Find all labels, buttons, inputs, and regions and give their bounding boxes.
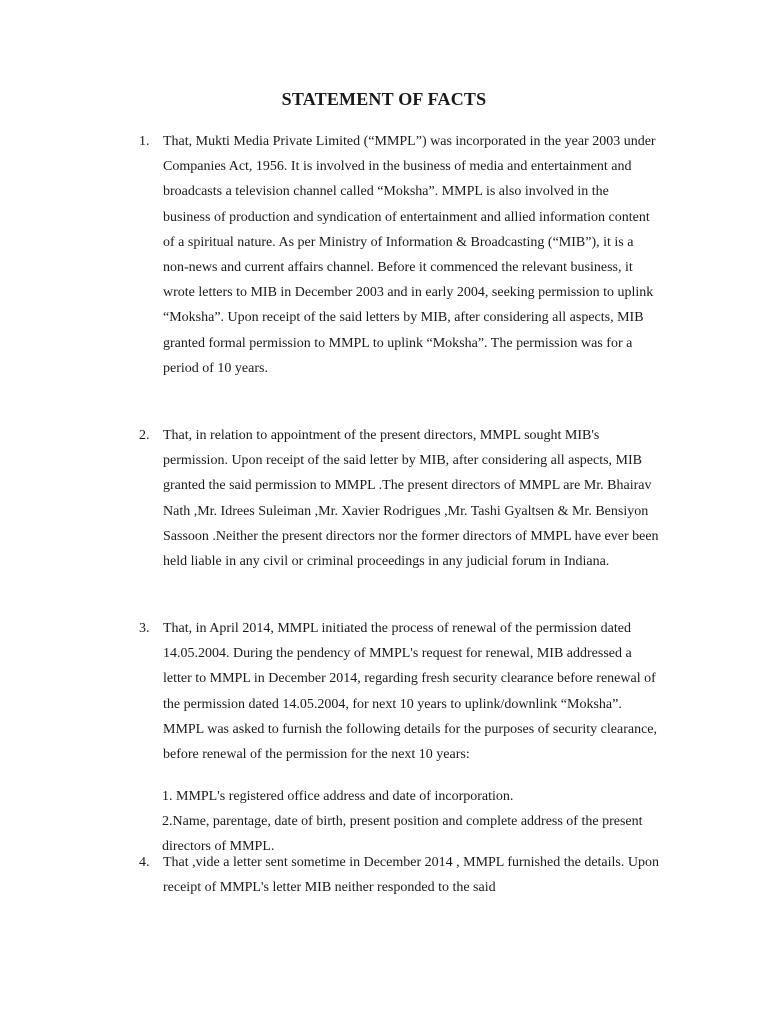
paragraph-2 <box>139 423 659 574</box>
list-item: 2.Name, parentage, date of birth, present position and complete address of the present directors of MMPL. <box>162 814 643 854</box>
paragraph-number: 4. <box>139 855 150 870</box>
paragraph-number: 2. <box>139 428 150 443</box>
paragraph-number: 3. <box>139 621 150 636</box>
paragraph-text: That, in April 2014, MMPL initiated the process of renewal of the permission dated 14.05.2004. During the pendency of MMPL's request for renewal, MIB addressed a letter to MMPL in December 2014, regarding fresh security clearance before renewal of the permission dated 14.05.2004, for next 10 years to uplink/downlink “Moksha”. MMPL was asked to furnish the following details for the purposes of security clearance, before renewal of the permission for the next 10 years: <box>163 621 658 763</box>
paragraph-4 <box>139 850 659 900</box>
paragraph-text: That, Mukti Media Private Limited (“MMPL”) was incorporated in the year 2003 under Companies Act, 1956. It is involved in the business of media and entertainment and broadcasts a television channel called “Moksha”. MMPL is also involved in the business of production and syndication of entertainment and allied information content of a spiritual nature. As per Ministry of Information & Broadcasting (“MIB”), it is a non-news and current affairs channel. Before it commenced the relevant business, it wrote letters to MIB in December 2003 and in early 2004, seeking permission to uplink “Moksha”. Upon receipt of the said letters by MIB, after considering all aspects, MIB granted formal permission to MMPL to uplink “Moksha”. The permission was for a period of 10 years. <box>163 134 656 376</box>
paragraph-text: That, in relation to appointment of the present directors, MMPL sought MIB's permission. Upon receipt of the said letter by MIB, after considering all aspects, MIB granted the said permission to MMPL .The present directors of MMPL are Mr. Bhairav Nath ,Mr. Idrees Suleiman ,Mr. Xavier Rodrigues ,Mr. Tashi Gyaltsen & Mr. Bensiyon Sassoon .Neither the present directors nor the former directors of MMPL have ever been held liable in any civil or criminal proceedings in any judicial forum in Indiana. <box>163 428 659 570</box>
paragraph-3 <box>139 616 659 767</box>
page-title: STATEMENT OF FACTS <box>281 89 487 109</box>
list-item: 1. MMPL's registered office address and date of incorporation. <box>162 789 514 804</box>
paragraph-1 <box>139 129 659 381</box>
paragraph-text: That ,vide a letter sent sometime in December 2014 , MMPL furnished the details. Upon receipt of MMPL's letter MIB neither responded to the said <box>163 855 659 896</box>
security-details-list <box>162 784 662 859</box>
paragraph-number: 1. <box>139 134 150 149</box>
